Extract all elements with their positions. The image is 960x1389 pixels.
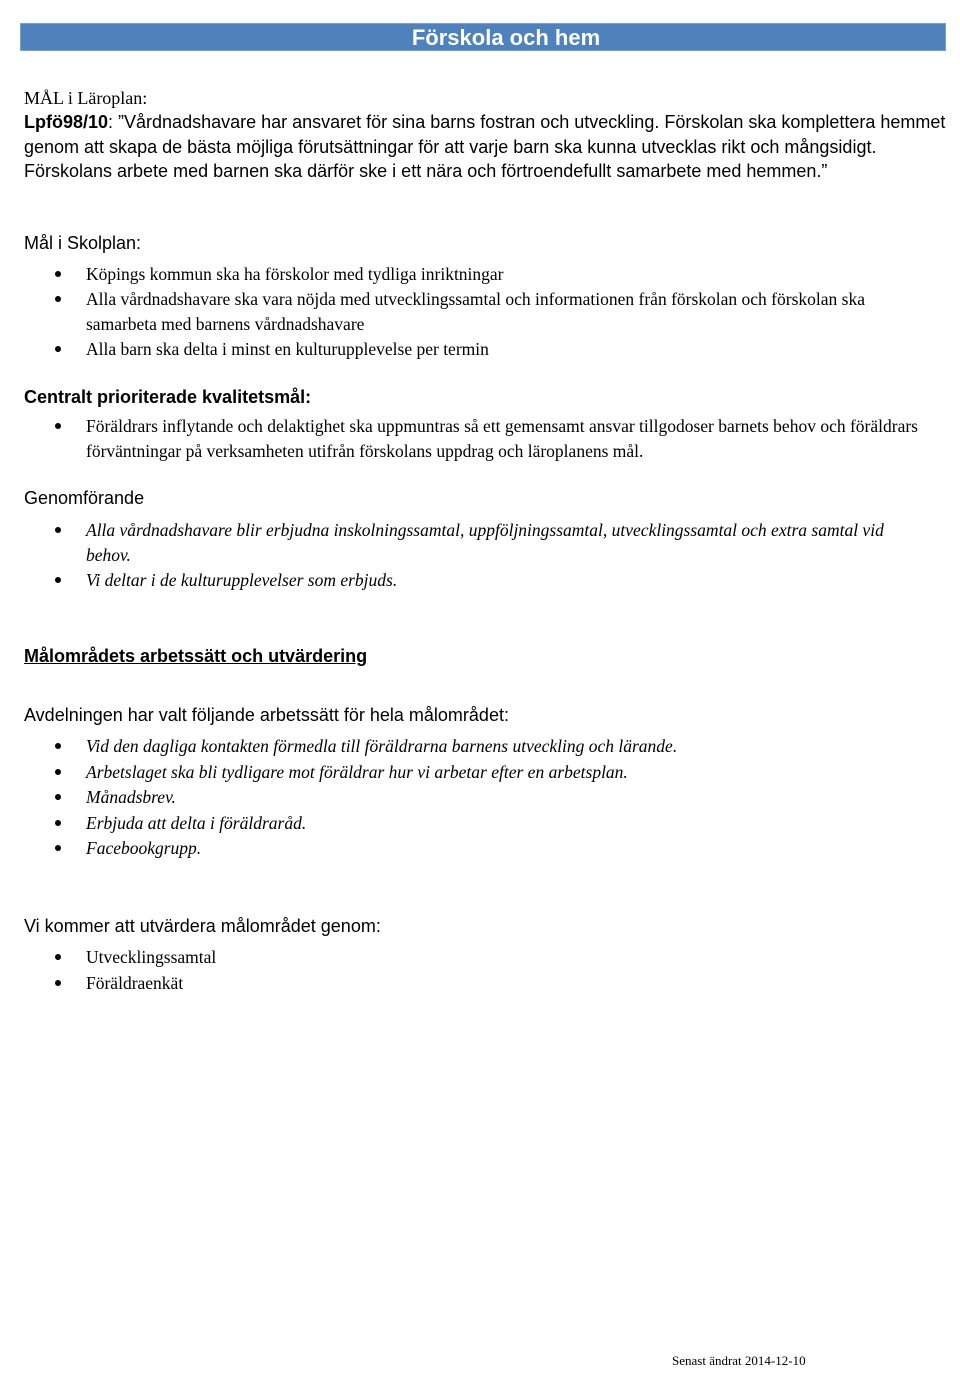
- skolplan-list: [24, 262, 924, 362]
- arbetssatt-label: Avdelningen har valt följande arbetssätt för hela målområdet:: [24, 705, 509, 725]
- utvardering-label: Vi kommer att utvärdera målområdet genom:: [24, 916, 381, 936]
- bullet-icon: [55, 743, 61, 749]
- page-title: Förskola och hem: [411, 25, 601, 50]
- skolplan-label: Mål i Skolplan:: [24, 233, 142, 253]
- bullet-icon: [55, 271, 61, 277]
- bullet-icon: [55, 794, 61, 800]
- list-item: Vi deltar i de kulturupplevelser som erbjuds.: [24, 568, 924, 593]
- list-item: Föräldrars inflytande och delaktighet ska uppmuntras så ett gemensamt ansvar tillgodoser barnets behov och föräldrars förväntningar på verksamheten utifrån förskolans uppdrag och läroplanens mål.: [24, 414, 924, 464]
- list-item: Arbetslaget ska bli tydligare mot föräldrar hur vi arbetar efter en arbetsplan.: [24, 760, 924, 785]
- bullet-icon: [55, 296, 61, 302]
- list-item: Facebookgrupp.: [24, 836, 924, 861]
- footer-last-changed: Senast ändrat 2014-12-10: [672, 1353, 806, 1368]
- bullet-icon: [55, 845, 61, 851]
- bullet-icon: [55, 346, 61, 352]
- bullet-icon: [55, 527, 61, 533]
- laroplan-code: Lpfö98/10: [24, 112, 109, 132]
- list-item: Föräldraenkät: [24, 971, 924, 996]
- laroplan-paragraph: [24, 110, 949, 184]
- bullet-icon: [55, 820, 61, 826]
- utvardering-list: [24, 945, 924, 996]
- bullet-icon: [55, 980, 61, 986]
- genomforande-label: Genomförande: [24, 488, 145, 508]
- bullet-icon: [55, 423, 61, 429]
- laroplan-text: : ”Vårdnadshavare har ansvaret för sina barns fostran och utveckling. Förskolan ska komplettera hemmet genom att skapa de bästa möjliga förutsättningar för att varje barn ska kunna utvecklas rikt och mångsidigt. Förskolans arbete med barnen ska därför ske i ett nära och förtroendefullt samarbete med hemmen.”: [24, 112, 946, 181]
- list-item: Alla barn ska delta i minst en kulturupplevelse per termin: [24, 337, 924, 362]
- list-item: Alla vårdnadshavare ska vara nöjda med utvecklingssamtal och informationen från förskolan och förskolan ska samarbeta med barnens vårdnadshavare: [24, 287, 924, 337]
- bullet-icon: [55, 577, 61, 583]
- laroplan-label: MÅL i Läroplan:: [24, 88, 148, 108]
- list-item: Köpings kommun ska ha förskolor med tydliga inriktningar: [24, 262, 924, 287]
- malomradet-heading: Målområdets arbetssätt och utvärdering: [24, 646, 368, 666]
- kvalitetsmal-label: Centralt prioriterade kvalitetsmål:: [24, 387, 312, 407]
- bullet-icon: [55, 769, 61, 775]
- genomforande-list: [24, 518, 924, 593]
- list-item: Alla vårdnadshavare blir erbjudna inskolningssamtal, uppföljningssamtal, utvecklingssamtal och extra samtal vid behov.: [24, 518, 924, 568]
- arbetssatt-list: [24, 734, 924, 861]
- list-item: Månadsbrev.: [24, 785, 924, 810]
- list-item: Utvecklingssamtal: [24, 945, 924, 970]
- list-item: Erbjuda att delta i föräldraråd.: [24, 811, 924, 836]
- kvalitetsmal-list: [24, 414, 924, 464]
- bullet-icon: [55, 954, 61, 960]
- header-bar: [20, 23, 946, 51]
- list-item: Vid den dagliga kontakten förmedla till föräldrarna barnens utveckling och lärande.: [24, 734, 924, 759]
